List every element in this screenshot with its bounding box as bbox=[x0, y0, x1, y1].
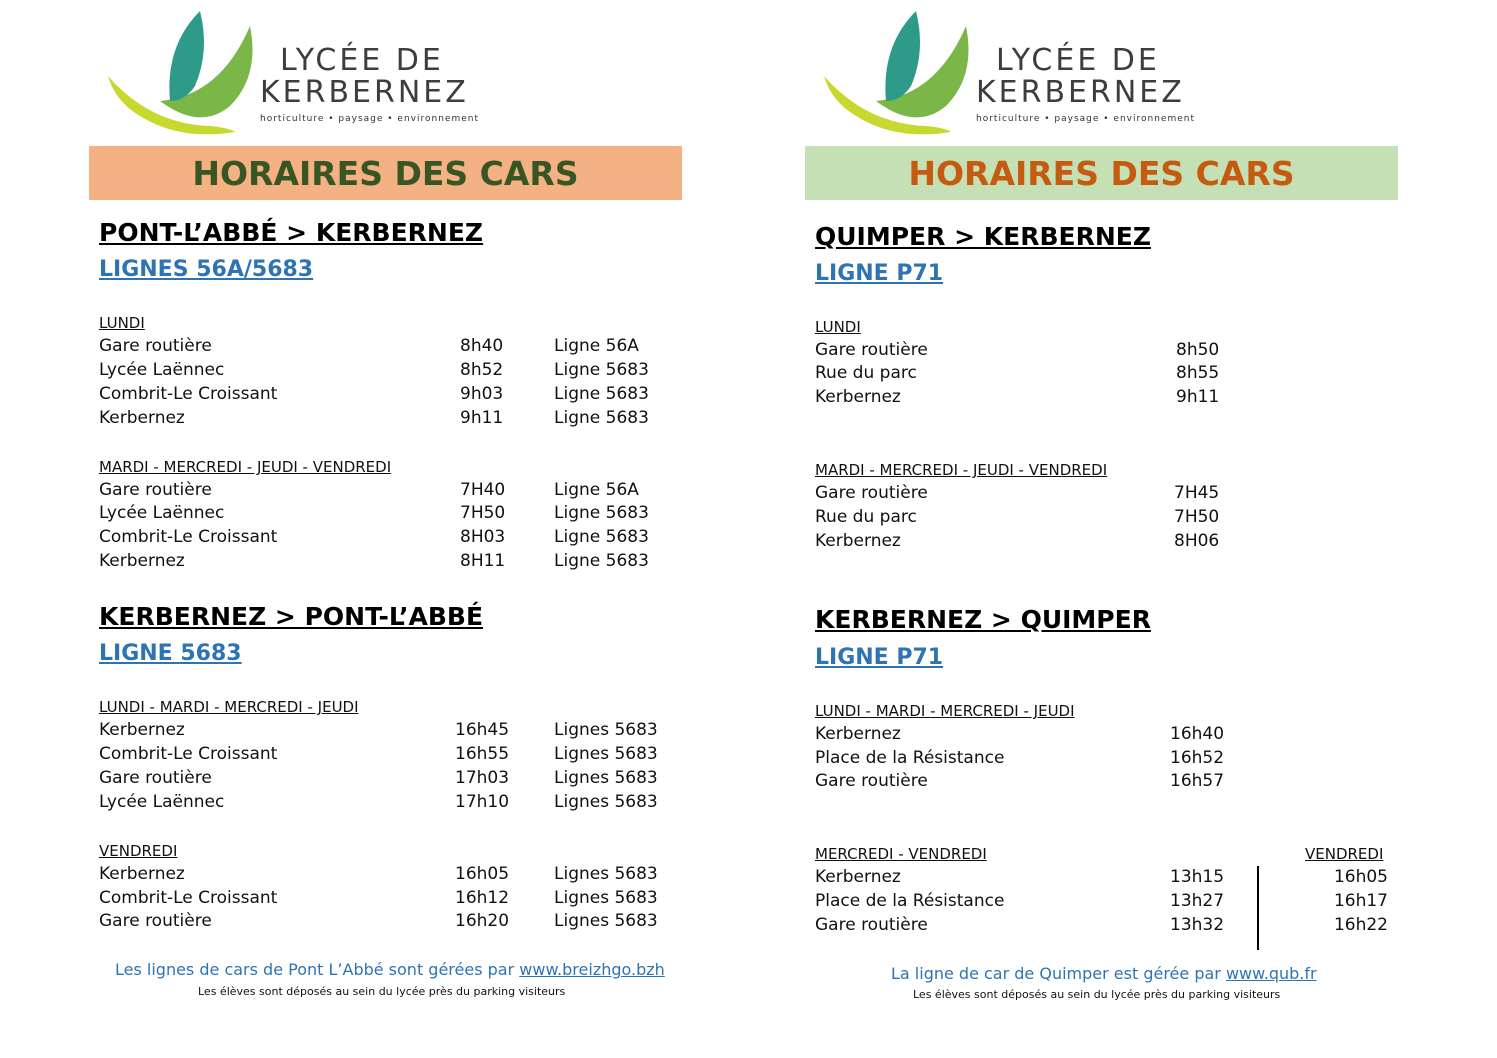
friday-departure-time: 16h22 bbox=[1333, 915, 1388, 935]
friday-departure-time: 16h17 bbox=[1333, 891, 1388, 911]
right-footer-text: La ligne de car de Quimper est gérée par bbox=[891, 964, 1226, 983]
stop-name: Kerbernez bbox=[815, 387, 901, 407]
bus-line: Ligne 5683 bbox=[554, 527, 649, 547]
stop-name: Place de la Résistance bbox=[815, 891, 1005, 911]
stop-name: Kerbernez bbox=[815, 531, 901, 551]
school-logo bbox=[100, 6, 520, 136]
school-tagline: horticulture • paysage • environnement bbox=[260, 114, 479, 124]
right-day-label: LUNDI bbox=[815, 318, 861, 336]
right-day-label: MERCREDI - VENDREDI bbox=[815, 845, 987, 863]
bus-line: Lignes 5683 bbox=[554, 792, 658, 812]
stop-name: Gare routière bbox=[815, 483, 928, 503]
stop-name: Lycée Laënnec bbox=[99, 792, 225, 812]
bus-line: Ligne 5683 bbox=[554, 408, 649, 428]
stop-name: Gare routière bbox=[815, 771, 928, 791]
left-banner-title: HORAIRES DES CARS bbox=[192, 153, 579, 193]
left-day-label: VENDREDI bbox=[99, 842, 178, 860]
leaf-logo-icon bbox=[100, 6, 260, 136]
stop-name: Rue du parc bbox=[815, 363, 917, 383]
left-day-label: LUNDI - MARDI - MERCREDI - JEUDI bbox=[99, 698, 359, 716]
bus-line: Lignes 5683 bbox=[554, 911, 658, 931]
departure-time: 7H50 bbox=[1174, 507, 1220, 527]
stop-name: Gare routière bbox=[815, 915, 928, 935]
stop-name: Kerbernez bbox=[99, 720, 185, 740]
bus-line: Lignes 5683 bbox=[554, 864, 658, 884]
departure-time: 16h45 bbox=[455, 720, 510, 740]
breizhgo-link[interactable]: www.breizhgo.bzh bbox=[519, 960, 665, 979]
departure-time: 13h15 bbox=[1170, 867, 1225, 887]
stop-name: Kerbernez bbox=[99, 551, 185, 571]
departure-time: 16h52 bbox=[1170, 748, 1225, 768]
bus-line: Lignes 5683 bbox=[554, 744, 658, 764]
departure-time: 16h12 bbox=[455, 888, 510, 908]
left-banner bbox=[89, 146, 682, 200]
departure-time: 8H06 bbox=[1174, 531, 1220, 551]
bus-line: Ligne 5683 bbox=[554, 360, 649, 380]
departure-time: 9h03 bbox=[460, 384, 504, 404]
left-day-label: MARDI - MERCREDI - JEUDI - VENDREDI bbox=[99, 458, 392, 476]
departure-time: 8h40 bbox=[460, 336, 504, 356]
left-day-label: LUNDI bbox=[99, 314, 145, 332]
departure-time: 16h05 bbox=[455, 864, 510, 884]
bus-line: Ligne 56A bbox=[554, 336, 639, 356]
departure-time: 8h55 bbox=[1176, 363, 1220, 383]
right-day-label: MARDI - MERCREDI - JEUDI - VENDREDI bbox=[815, 461, 1108, 479]
bus-line: Ligne 5683 bbox=[554, 551, 649, 571]
stop-name: Combrit-Le Croissant bbox=[99, 384, 278, 404]
left-footer-text: Les lignes de cars de Pont L’Abbé sont gérées par bbox=[115, 960, 520, 979]
departure-time: 17h03 bbox=[455, 768, 510, 788]
school-name-line1: LYCÉE DE bbox=[280, 43, 444, 78]
stop-name: Place de la Résistance bbox=[815, 748, 1005, 768]
school-name-line2: KERBERNEZ bbox=[976, 75, 1185, 110]
departure-time: 9h11 bbox=[460, 408, 504, 428]
stop-name: Rue du parc bbox=[815, 507, 917, 527]
table-row bbox=[815, 915, 1388, 939]
right-return-route: KERBERNEZ > QUIMPER bbox=[815, 605, 1151, 634]
stop-name: Lycée Laënnec bbox=[99, 360, 225, 380]
stop-name: Kerbernez bbox=[815, 867, 901, 887]
departure-time: 7H50 bbox=[460, 503, 506, 523]
stop-name: Gare routière bbox=[99, 336, 212, 356]
departure-time: 7H40 bbox=[460, 480, 506, 500]
departure-time: 16h57 bbox=[1170, 771, 1225, 791]
stop-name: Gare routière bbox=[99, 911, 212, 931]
bus-line: Lignes 5683 bbox=[554, 768, 658, 788]
table-row bbox=[815, 891, 1388, 915]
right-outbound-route: QUIMPER > KERBERNEZ bbox=[815, 222, 1151, 251]
right-banner-title: HORAIRES DES CARS bbox=[908, 153, 1295, 193]
school-name-line2: KERBERNEZ bbox=[260, 75, 469, 110]
table-row bbox=[815, 867, 1388, 891]
departure-time: 16h55 bbox=[455, 744, 510, 764]
departure-time: 8h50 bbox=[1176, 340, 1220, 360]
right-footer bbox=[891, 964, 1317, 983]
stop-name: Kerbernez bbox=[99, 864, 185, 884]
right-day-label: LUNDI - MARDI - MERCREDI - JEUDI bbox=[815, 702, 1075, 720]
left-outbound-line: LIGNES 56A/5683 bbox=[99, 257, 314, 282]
stop-name: Gare routière bbox=[815, 340, 928, 360]
right-return-line: LIGNE P71 bbox=[815, 645, 944, 670]
right-day-label-friday: VENDREDI bbox=[1305, 845, 1384, 863]
departure-time: 13h32 bbox=[1170, 915, 1225, 935]
school-name-line1: LYCÉE DE bbox=[996, 43, 1160, 78]
departure-time: 16h40 bbox=[1170, 724, 1225, 744]
bus-line: Ligne 56A bbox=[554, 480, 639, 500]
stop-name: Kerbernez bbox=[815, 724, 901, 744]
school-logo bbox=[816, 6, 1236, 136]
school-tagline: horticulture • paysage • environnement bbox=[976, 114, 1195, 124]
qub-link[interactable]: www.qub.fr bbox=[1225, 964, 1317, 983]
stop-name: Lycée Laënnec bbox=[99, 503, 225, 523]
departure-time: 8H11 bbox=[460, 551, 506, 571]
stop-name: Kerbernez bbox=[99, 408, 185, 428]
departure-time: 8H03 bbox=[460, 527, 506, 547]
departure-time: 13h27 bbox=[1170, 891, 1225, 911]
stop-name: Combrit-Le Croissant bbox=[99, 527, 278, 547]
leaf-logo-icon bbox=[816, 6, 976, 136]
departure-time: 8h52 bbox=[460, 360, 504, 380]
stop-name: Combrit-Le Croissant bbox=[99, 888, 278, 908]
departure-time: 17h10 bbox=[455, 792, 510, 812]
bus-line: Lignes 5683 bbox=[554, 720, 658, 740]
bus-line: Ligne 5683 bbox=[554, 503, 649, 523]
stop-name: Combrit-Le Croissant bbox=[99, 744, 278, 764]
right-banner bbox=[805, 146, 1398, 200]
right-outbound-line: LIGNE P71 bbox=[815, 261, 944, 286]
left-dropoff-note: Les élèves sont déposés au sein du lycée près du parking visiteurs bbox=[198, 985, 566, 998]
left-return-route: KERBERNEZ > PONT-L’ABBÉ bbox=[99, 602, 484, 631]
left-footer bbox=[115, 960, 665, 979]
bus-line: Ligne 5683 bbox=[554, 384, 649, 404]
departure-time: 16h20 bbox=[455, 911, 510, 931]
departure-time: 7H45 bbox=[1174, 483, 1220, 503]
bus-line: Lignes 5683 bbox=[554, 888, 658, 908]
left-outbound-route: PONT-L’ABBÉ > KERBERNEZ bbox=[99, 218, 484, 247]
left-return-line: LIGNE 5683 bbox=[99, 641, 242, 666]
stop-name: Gare routière bbox=[99, 480, 212, 500]
departure-time: 9h11 bbox=[1176, 387, 1220, 407]
stop-name: Gare routière bbox=[99, 768, 212, 788]
friday-departure-time: 16h05 bbox=[1333, 867, 1388, 887]
right-dropoff-note: Les élèves sont déposés au sein du lycée près du parking visiteurs bbox=[913, 988, 1281, 1001]
